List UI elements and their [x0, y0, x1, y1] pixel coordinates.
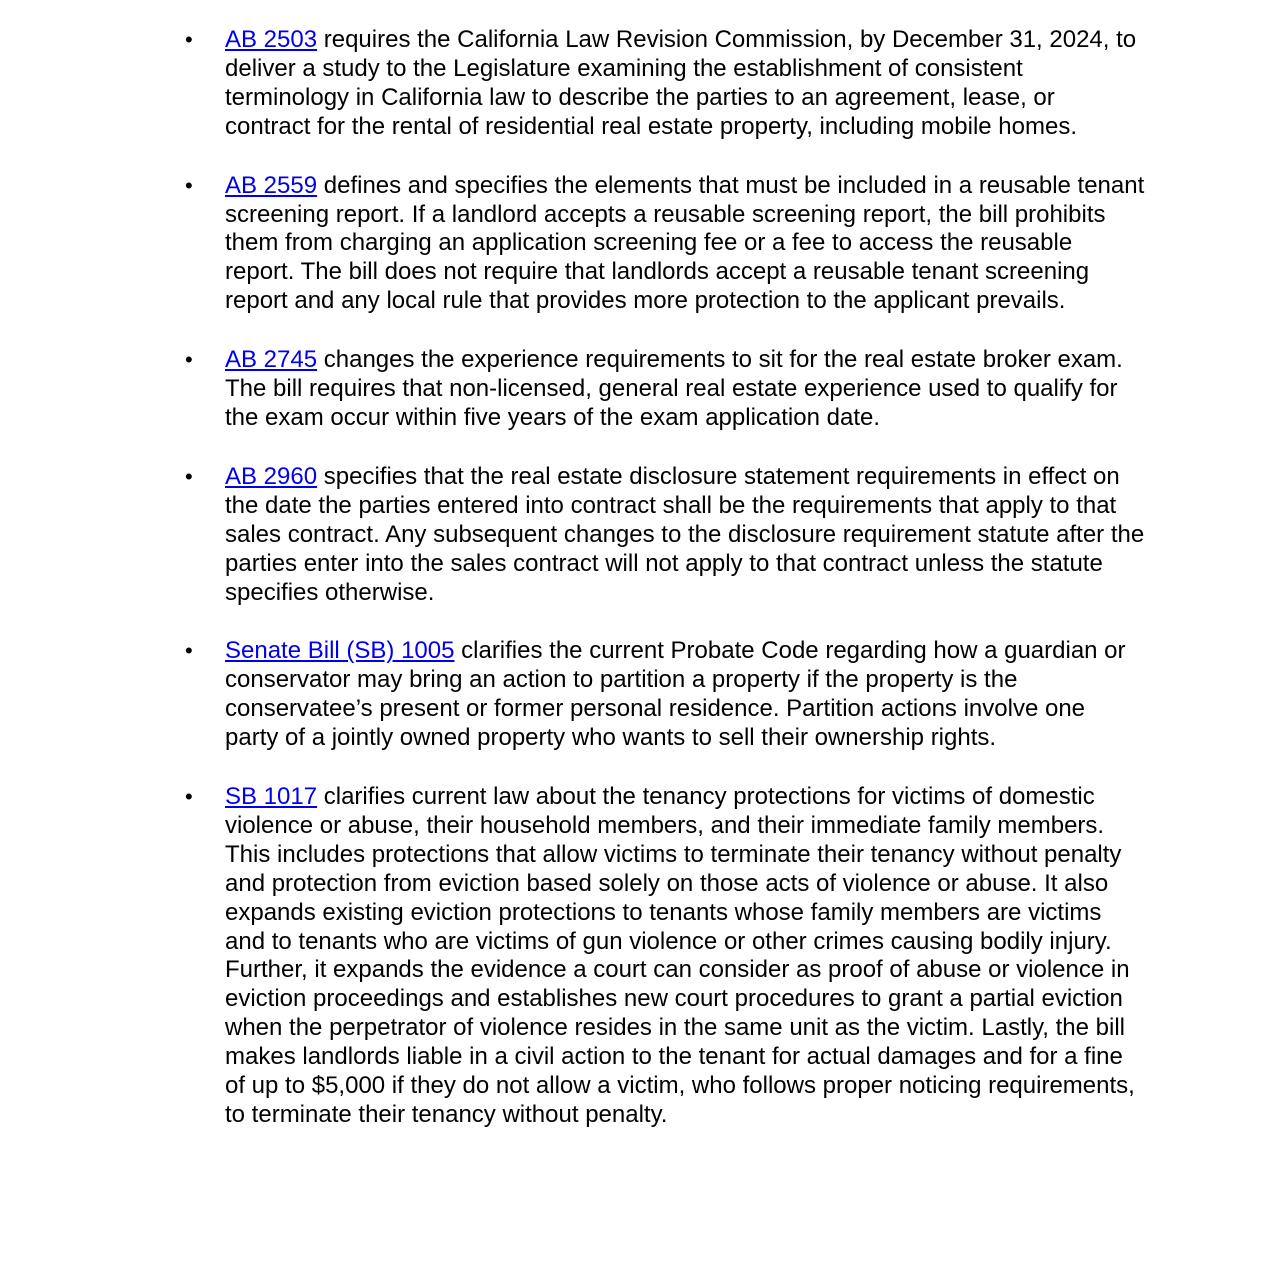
bill-description: clarifies the current Probate Code regarding how a guardian or conservator may bring an action to partition a property if the property is the conservatee’s present or former personal residence. Partition actions involve one party of a jointly owned property who wants to sell their ownership rights.	[225, 637, 1126, 752]
bill-description: specifies that the real estate disclosure statement requirements in effect on the date the parties entered into contract shall be the requirements that apply to that sales contract. Any subsequent changes to the disclosure requirement statute after the parties enter into the sales contract will not apply to that contract unless the statute specifies otherwise.	[225, 462, 1145, 606]
bill-link-sb-1005[interactable]: Senate Bill (SB) 1005	[225, 637, 455, 665]
list-item-ab-2559	[185, 172, 1145, 317]
list-item-ab-2745	[185, 346, 1145, 433]
list-item-sb-1017	[185, 783, 1145, 1130]
bullet-icon: •	[185, 347, 193, 373]
bill-link-sb-1017[interactable]: SB 1017	[225, 783, 318, 811]
bill-description: clarifies current law about the tenancy protections for victims of domestic violence or abuse, their household members, and their immediate family members. This includes protections that allow victims to terminate their tenancy without penalty and protection from eviction based solely on those acts of violence or abuse. It also expands existing eviction protections to tenants whose family members are victims and to tenants who are victims of gun violence or other crimes causing bodily injury. Further, it expands the evidence a court can consider as proof of abuse or violence in eviction proceedings and establishes new court procedures to grant a partial eviction when the perpetrator of violence resides in the same unit as the victim. Lastly, the bill makes landlords liable in a civil action to the tenant for actual damages and for a fine of up to $5,000 if they do not allow a victim, who follows proper noticing requirements, to terminate their tenancy without penalty.	[225, 783, 1135, 1128]
list-item-ab-2503	[185, 26, 1145, 142]
bill-summary-list	[185, 26, 1145, 1160]
bullet-icon: •	[185, 27, 193, 52]
bill-description: changes the experience requirements to sit for the real estate broker exam. The bill requires that non-licensed, general real estate experience used to qualify for the exam occur within five years of the exam application date.	[225, 346, 1123, 431]
list-item-sb-1005	[185, 637, 1145, 753]
bill-description: requires the California Law Revision Commission, by December 31, 2024, to deliver a study to the Legislature examining the establishment of consistent terminology in California law to describe the parties to an agreement, lease, or contract for the rental of residential real estate property, including mobile homes.	[225, 26, 1137, 140]
bill-link-ab-2559[interactable]: AB 2559	[225, 171, 318, 199]
bill-link-ab-2503[interactable]: AB 2503	[225, 26, 318, 53]
bill-link-ab-2960[interactable]: AB 2960	[225, 462, 318, 490]
list-item-ab-2960	[185, 463, 1145, 608]
bullet-icon: •	[185, 784, 193, 810]
bullet-icon: •	[185, 172, 193, 198]
bullet-icon: •	[185, 463, 193, 489]
bill-description: defines and specifies the elements that must be included in a reusable tenant screening report. If a landlord accepts a reusable screening report, the bill prohibits them from charging an application screening fee or a fee to access the reusable report. The bill does not require that landlords accept a reusable tenant screening report and any local rule that provides more protection to the applicant prevails.	[225, 171, 1145, 315]
bill-link-ab-2745[interactable]: AB 2745	[225, 346, 318, 374]
bullet-icon: •	[185, 638, 193, 664]
